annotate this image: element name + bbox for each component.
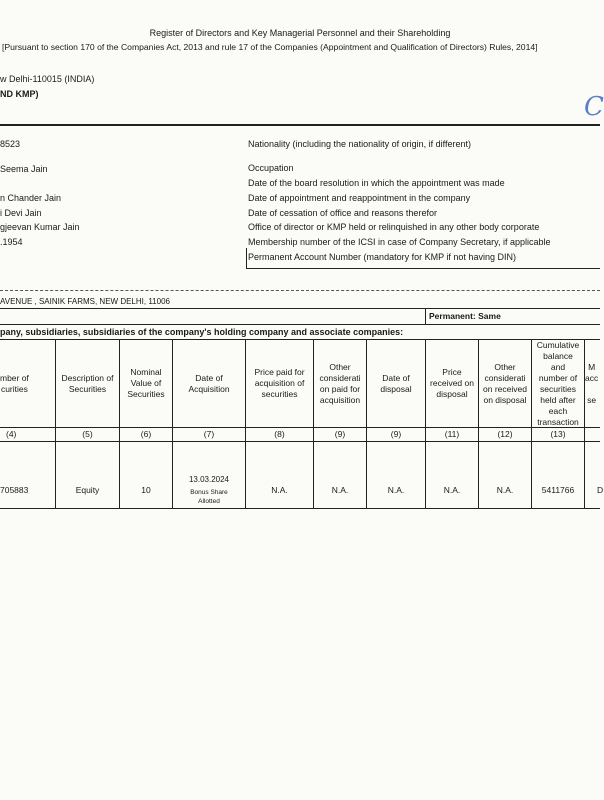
colnum-8: (8) [274,429,285,439]
cell-acquisition-note: Bonus Share Allotted [190,489,228,505]
label-icsi-membership: Membership number of the ICSI in case of Company Secretary, if applicable [248,237,551,247]
dob-fragment: .1954 [0,237,23,247]
handwritten-mark: C [584,92,604,122]
divider-top [0,124,600,126]
divider-permanent [425,308,426,324]
header-other-consideration-paid: Other considerati on paid for acquisition [319,361,361,405]
label-board-resolution-date: Date of the board resolution in which the appointment was made [248,178,505,188]
label-cessation-date: Date of cessation of office and reasons therefor [248,208,437,218]
colnum-6: (6) [140,429,152,439]
colnum-5: (5) [82,429,93,439]
divider-dashed [0,290,600,291]
present-address: AVENUE , SAINIK FARMS, NEW DELHI, 11006 [0,297,170,306]
section-title: pany, subsidiaries, subsidiaries of the company's holding company and associate companies: [0,327,404,337]
spouse-name-fragment: gjeevan Kumar Jain [0,222,80,232]
cell-description: Equity [75,484,100,495]
cell-other-paid: N.A. [331,484,349,495]
father-name-fragment: n Chander Jain [0,193,62,203]
colnum-4: (4) [6,429,17,439]
cell-disposal-date: N.A. [387,484,405,495]
mother-name-fragment: i Devi Jain [0,208,42,218]
din-fragment: 8523 [0,139,21,149]
colnum-13: (13) [550,429,566,439]
header-nominal-value: Nominal Value of Securities [127,367,165,399]
register-title: Register of Directors and Key Managerial Personnel and their Shareholding [149,28,451,38]
divider-address [0,308,600,309]
cell-nominal: 10 [141,484,151,495]
header-acquisition-date: Date of Acquisition [188,372,230,394]
divider-left-stub [246,248,247,268]
name-fragment: Seema Jain [0,164,48,174]
header-other-consideration-received: Other considerati on received on disposal [483,361,527,405]
label-pan: Permanent Account Number (mandatory for KMP if not having DIN) [248,252,516,262]
cell-last: D [597,484,604,495]
cell-cumulative: 5411766 [541,484,575,495]
permanent-address: Permanent: Same [429,311,501,321]
colnum-9b: (9) [390,429,402,439]
colnum-9a: (9) [334,429,346,439]
colnum-12: (12) [497,429,513,439]
divider-address-bottom [0,324,600,325]
header-cumulative-balance: Cumulative balance and number of securities held after each transaction [536,339,580,427]
cell-securities: 705883 [0,484,29,495]
cell-price-received: N.A. [443,484,461,495]
cell-other-received: N.A. [496,484,514,495]
divider-mid [246,268,600,269]
company-address: w Delhi-110015 (INDIA) [0,74,95,84]
colnum-7: (7) [203,429,215,439]
header-description: Description of Securities [61,372,114,394]
header-price-paid: Price paid for acquisition of securities [254,367,305,399]
cell-acquisition-date: 13.03.2024 [188,474,230,484]
header-mode-of-acquisition: M acc se [585,361,599,405]
header-price-received: Price received on disposal [430,367,474,399]
label-nationality: Nationality (including the nationality of origin, if different) [248,139,471,149]
register-type: ND KMP) [0,89,39,99]
label-appointment-date: Date of appointment and reappointment in the company [248,193,471,203]
cell-price-paid: N.A. [271,484,288,495]
colnum-11: (11) [444,429,460,439]
header-number-of-securities: mber of curities [0,372,29,394]
header-disposal-date: Date of disposal [380,372,412,394]
register-subtitle: [Pursuant to section 170 of the Companies Act, 2013 and rule 17 of the Companies (Appointment and Qualification of Directors) Rules, 2014] [2,42,538,52]
label-office-held: Office of director or KMP held or relinquished in any other body corporate [248,222,540,232]
label-occupation: Occupation [248,163,294,173]
